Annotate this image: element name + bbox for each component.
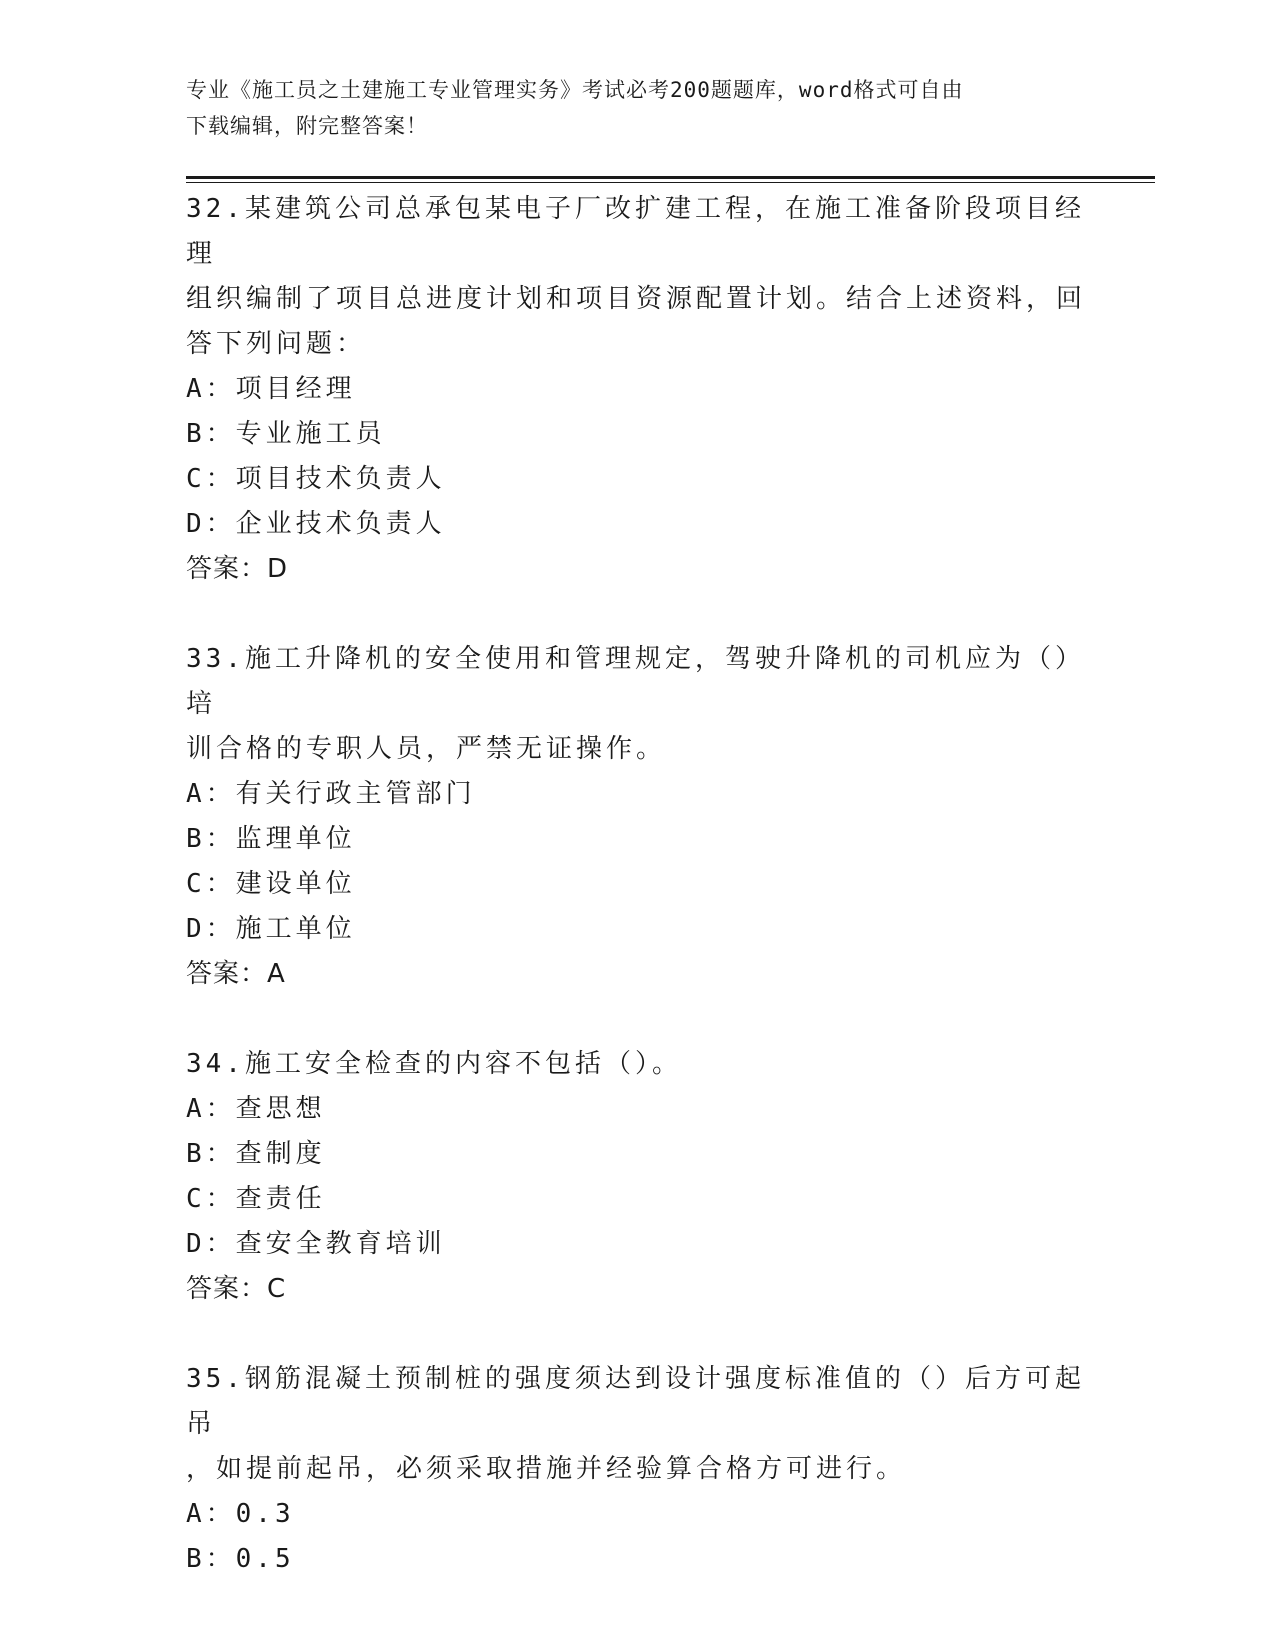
header-intro-line-2: 下载编辑，附完整答案！: [186, 114, 428, 138]
option-d: D：企业技术负责人: [186, 509, 446, 539]
stem-line: 34.施工安全检查的内容不包括（）。: [186, 1049, 682, 1079]
question-35: [186, 1357, 1086, 1582]
stem-line: 组织编制了项目总进度计划和项目资源配置计划。结合上述资料，回: [186, 284, 1087, 314]
answer-label: 答案：C: [186, 1274, 287, 1304]
question-33: [186, 637, 1086, 997]
option-a: A：项目经理: [186, 374, 356, 404]
option-b: B：监理单位: [186, 824, 356, 854]
header-divider-thin: [186, 182, 1155, 183]
option-c: C：查责任: [186, 1184, 326, 1214]
option-a: A：查思想: [186, 1094, 326, 1124]
question-stem: [186, 637, 1086, 772]
option-b: B：专业施工员: [186, 419, 386, 449]
stem-line: ，如提前起吊，必须采取措施并经验算合格方可进行。: [186, 1454, 907, 1484]
stem-line: 33.施工升降机的安全使用和管理规定，驾驶升降机的司机应为（）培: [186, 644, 1085, 719]
answer-label: 答案：A: [186, 959, 286, 989]
option-b: B：0.5: [186, 1544, 295, 1574]
option-d: D：查安全教育培训: [186, 1229, 446, 1259]
option-c: C：项目技术负责人: [186, 464, 446, 494]
option-a: A：0.3: [186, 1499, 295, 1529]
answer-label: 答案：D: [186, 554, 289, 584]
stem-line: 答下列问题：: [186, 329, 367, 359]
question-stem: [186, 1042, 1086, 1087]
question-34: [186, 1042, 1086, 1312]
option-d: D：施工单位: [186, 914, 356, 944]
option-b: B：查制度: [186, 1139, 326, 1169]
option-a: A：有关行政主管部门: [186, 779, 476, 809]
option-c: C：建设单位: [186, 869, 356, 899]
document-header: [186, 72, 1066, 144]
question-stem: [186, 1357, 1086, 1492]
header-divider-thick: [186, 176, 1155, 179]
stem-line: 35.钢筋混凝土预制桩的强度须达到设计强度标准值的（）后方可起吊: [186, 1364, 1085, 1439]
stem-line: 32.某建筑公司总承包某电子厂改扩建工程，在施工准备阶段项目经理: [186, 194, 1085, 269]
question-list: [186, 187, 1086, 1627]
question-stem: [186, 187, 1086, 367]
question-32: [186, 187, 1086, 592]
header-intro-line-1: 专业《施工员之土建施工专业管理实务》考试必考200题题库，word格式可自由: [186, 78, 964, 102]
stem-line: 训合格的专职人员，严禁无证操作。: [186, 734, 667, 764]
